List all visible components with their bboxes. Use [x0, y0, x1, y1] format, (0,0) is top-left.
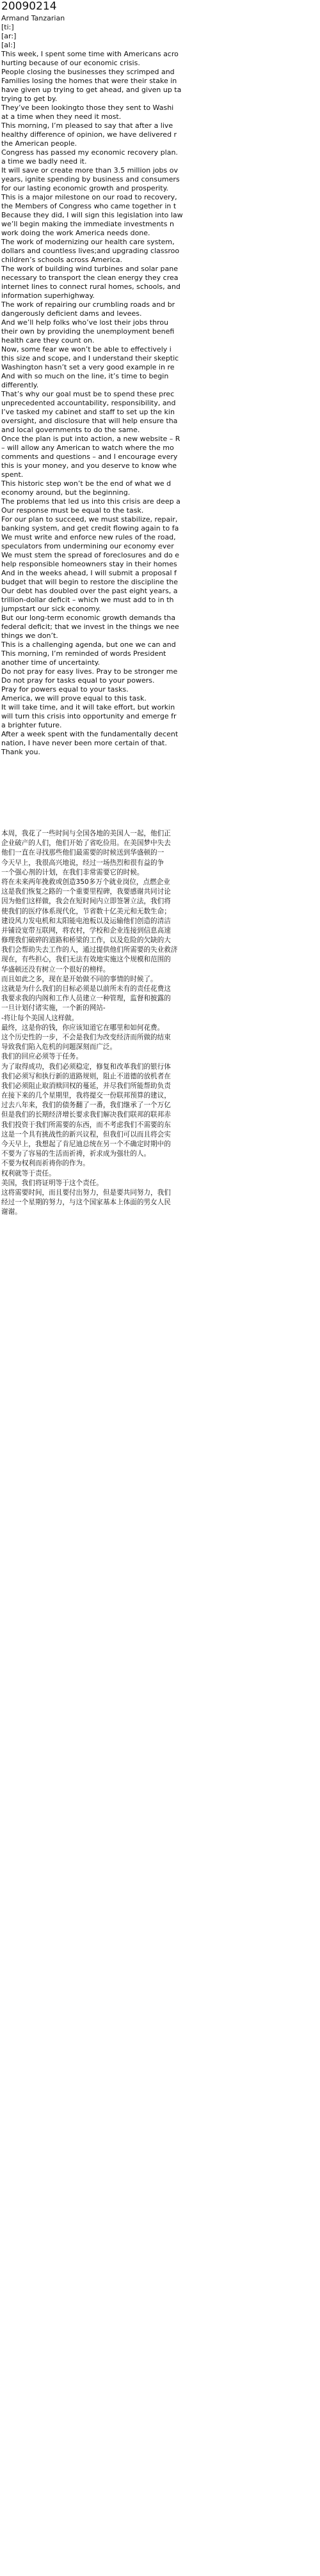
page-title: 20090214 — [1, 0, 57, 13]
chinese-lyrics-block — [1, 830, 177, 1218]
english-line: – will allow any American to watch where the mo — [1, 444, 174, 452]
english-line: their own by providing the unemployment benefi — [1, 327, 175, 336]
english-line: This week, I spent some time with Americans acro — [1, 50, 179, 58]
english-line: I’ve tasked my cabinet and staff to set up the kin — [1, 408, 175, 416]
english-line: hurting because of our economic crisis. — [1, 59, 140, 67]
english-line: This morning, I’m reminded of words President — [1, 649, 166, 658]
chinese-line: 而且如此之多，现在是开始做不同的事情的时候了。 — [1, 975, 157, 983]
english-line: Because they did, I will sign this legislation into law — [1, 211, 183, 219]
english-line: And with so much on the line, it’s time to begin — [1, 372, 169, 380]
english-line: information superhighway. — [1, 291, 95, 300]
english-line: banking system, and get credit flowing again to fa — [1, 524, 179, 532]
english-line: years, ignite spending by business and consumers — [1, 175, 180, 183]
chinese-line: 华盛顿还没有树立一个很好的榜样。 — [1, 965, 110, 974]
chinese-line: 他们一直在寻找那些他们最需要的时候送到华盛顿的一 — [1, 849, 164, 857]
english-line: health care they count on. — [1, 336, 95, 345]
english-line: We must write and enforce new rules of the road, — [1, 533, 176, 541]
english-line: Families losing the homes that were their stake in — [1, 77, 177, 85]
english-line: The work of modernizing our health care system, — [1, 238, 175, 246]
chinese-line: 修理我们破碎的道路和桥梁的工作，以及危险的欠缺的大 — [1, 936, 171, 945]
english-line: The work of building wind turbines and solar pane — [1, 265, 178, 273]
english-line: It will take time, and it will take effort, but workin — [1, 703, 175, 711]
english-line: another time of uncertainty. — [1, 658, 100, 667]
english-line: have given up trying to get ahead, and given up ta — [1, 86, 182, 94]
english-line: Do not pray for tasks equal to your powers. — [1, 676, 155, 685]
chinese-line: 我们必须阻止取消赎回权的蔓延，并尽我们所能帮助负责 — [1, 1082, 171, 1090]
english-line: for our lasting economic growth and prosperity. — [1, 184, 169, 192]
english-line: The work of repairing our crumbling roads and br — [1, 300, 175, 309]
english-line: Congress has passed my economic recovery plan. — [1, 148, 178, 157]
english-line: Once the plan is put into action, a new website – R — [1, 435, 180, 443]
chinese-line: 现在，有些担心，我们无法有效地实施这个规模和范围的 — [1, 956, 171, 964]
chinese-line: 不要为了容易的生活而祈祷，祈求成为强壮的人。 — [1, 1150, 151, 1158]
english-line: [ti:] — [1, 23, 14, 31]
english-line: oversight, and disclosure that will help ensure tha — [1, 417, 178, 425]
chinese-line: 导致我们陷入危机的问题深刻而广泛。 — [1, 1043, 117, 1051]
english-line: the American people. — [1, 139, 77, 148]
english-lyrics-block — [1, 14, 183, 757]
english-line: and local governments to do the same. — [1, 426, 140, 434]
chinese-line: 为了取得成功，我们必须稳定，修复和改革我们的银行体 — [1, 1062, 171, 1071]
chinese-line: 我们必须写和执行新的道路规则，阻止不道德的放机者在 — [1, 1072, 171, 1080]
english-line: People closing the businesses they scrimped and — [1, 68, 175, 76]
chinese-line: 并铺设宽带互联网，将农村，学校和企业连接到信息高速 — [1, 926, 171, 935]
chinese-line: 我们会帮助失去工作的人，通过提供他们所需要的失业救济 — [1, 946, 178, 954]
chinese-line: 经过一个星期的努力，与这个国家基本上体面的男女人民 — [1, 1199, 171, 1207]
chinese-line: 企业破产的人们，他们开始了省吃俭用。在美国梦中失去 — [1, 839, 171, 848]
english-line: budget that will begin to restore the discipline the — [1, 578, 178, 586]
chinese-line: 我要求我的内阁和工作人员建立一种管理，监督和披露的 — [1, 995, 171, 1003]
chinese-line: 这是我们恢复之路的一个重要里程碑，我要感谢共同讨论 — [1, 888, 171, 896]
english-line: This historic step won’t be the end of what we d — [1, 479, 172, 488]
english-line: [ar:] — [1, 32, 17, 40]
english-line: spent. — [1, 470, 24, 479]
english-line: Our debt has doubled over the past eight years, a — [1, 587, 178, 595]
english-line: dollars and countless lives;and upgrading classroo — [1, 247, 180, 255]
chinese-line: 但是我们的长期经济增长要求我们解决我们联邦的联邦赤 — [1, 1111, 171, 1119]
english-line: children’s schools across America. — [1, 256, 122, 264]
english-line: This is a challenging agenda, but one we can and — [1, 640, 176, 649]
english-line: But our long-term economic growth demands tha — [1, 614, 176, 622]
english-line: this is your money, and you deserve to know whe — [1, 462, 177, 470]
chinese-line: 这是一个具有挑战性的新兴议程，但我们可以而且将会实 — [1, 1130, 171, 1138]
chinese-line: 建设风力发电机和太阳能电池板以及运输他们创造的清洁 — [1, 917, 171, 925]
english-line: dangerously deficient dams and levees. — [1, 309, 142, 318]
chinese-line: 这个历史性的一步，不会是我们为改变经济而所做的结束 — [1, 1033, 171, 1041]
english-line: We must stem the spread of foreclosures and do e — [1, 551, 180, 559]
chinese-line: 我们投资于我们所需要的东西，而不考虑我们不需要的东 — [1, 1121, 171, 1129]
english-line: [al:] — [1, 41, 16, 49]
english-line: And in the weeks ahead, I will submit a proposal f — [1, 569, 177, 577]
english-line: nation, I have never been more certain of that. — [1, 739, 167, 747]
chinese-line: 使我们的医疗体系现代化，节省数十亿美元和无数生命； — [1, 907, 171, 915]
chinese-line: 一个强心剂的计划，在我们非常需要它的时候。 — [1, 868, 144, 876]
chinese-line: 美国，我们将证明等于这个责任。 — [1, 1179, 103, 1187]
chinese-line: 在接下来的几个星期里，我将提交一份联邦预算的建议， — [1, 1092, 171, 1100]
chinese-line: 今天早上，我很高兴地说，经过一场热烈和很有益的争 — [1, 858, 164, 867]
english-line: Washington hasn’t set a very good example in re — [1, 363, 175, 371]
chinese-line: 我们的回应必须等于任务。 — [1, 1053, 83, 1061]
english-line: After a week spent with the fundamentally decent — [1, 730, 179, 738]
chinese-line: 过去八年来，我们的债务翻了一番，我们继承了一个万亿 — [1, 1101, 171, 1110]
english-line: Thank you. — [1, 748, 40, 756]
chinese-line: 本周，我花了一些时间与全国各地的美国人一起，他们正 — [1, 830, 171, 837]
english-line: They’ve been lookingto those they sent to Washi — [1, 104, 174, 112]
english-line: Now, some fear we won’t be able to effectively i — [1, 345, 172, 353]
chinese-line: 将在未来两年挽救或创造350多万个就业岗位，点燃企业 — [1, 878, 170, 886]
english-line: It will save or create more than 3.5 million jobs ov — [1, 166, 178, 175]
chinese-line: 今天早上，我想起了肯尼迪总统在另一个不确定时期中的 — [1, 1140, 171, 1148]
english-line: That’s why our goal must be to spend these prec — [1, 390, 175, 398]
english-line: we’ll begin making the immediate investments n — [1, 220, 174, 228]
english-line: Do not pray for easy lives. Pray to be stronger me — [1, 667, 178, 676]
english-line: For our plan to succeed, we must stabilize, repair, — [1, 515, 178, 524]
english-line: This morning, I’m pleased to say that after a live — [1, 121, 173, 130]
chinese-line: 这就是为什么我们的目标必须是以前所未有的责任花费这 — [1, 985, 171, 993]
chinese-line: 权利就等于责任。 — [1, 1169, 56, 1177]
english-line: differently. — [1, 381, 39, 389]
english-line: a time we badly need it. — [1, 157, 87, 166]
chinese-line: 谢谢。 — [1, 1208, 22, 1216]
chinese-line: 最终，这是你的钱，你应该知道它在哪里和如何花费。 — [1, 1023, 164, 1032]
english-line: federal deficit; that we invest in the things we nee — [1, 623, 179, 631]
english-line: Our response must be equal to the task. — [1, 506, 144, 515]
english-line: necessary to transport the clean energy they crea — [1, 274, 179, 282]
english-line: the Members of Congress who came together in t — [1, 202, 177, 210]
english-line: Pray for powers equal to your tasks. — [1, 685, 129, 694]
english-line: And we’ll help folks who’ve lost their jobs throu — [1, 318, 169, 327]
english-line: help responsible homeowners stay in their homes — [1, 560, 177, 568]
english-line: trillion-dollar deficit – which we must add to in th — [1, 596, 174, 604]
english-line: speculators from undermining our economy ever — [1, 542, 174, 550]
chinese-line: 一旦计划付诸实施，一个新的网站- — [1, 1004, 106, 1013]
english-line: jumpstart our sick economy. — [1, 605, 101, 613]
english-line: things we don’t. — [1, 632, 58, 640]
english-line: America, we will prove equal to this task. — [1, 694, 147, 702]
english-line: trying to get by. — [1, 95, 58, 103]
english-line: healthy difference of opinion, we have delivered r — [1, 130, 177, 139]
english-line: a brighter future. — [1, 721, 62, 729]
english-line: Armand Tanzarian — [1, 14, 65, 22]
chinese-line: -将让每个美国人这样做。 — [1, 1014, 79, 1022]
english-line: internet lines to connect rural homes, schools, and — [1, 283, 180, 291]
chinese-line: 因为他们这样做，我会在短时间内立即签署立法，我们将 — [1, 897, 171, 906]
english-line: The problems that led us into this crisis are deep a — [1, 497, 180, 506]
chinese-line: 不要为权利而祈祷你的作为。 — [1, 1160, 90, 1168]
english-line: This is a major milestone on our road to recovery, — [1, 193, 177, 201]
chinese-line: 这将需要时间，而且要付出努力，但是要共同努力，我们 — [1, 1188, 171, 1197]
english-line: unprecedented accountability, responsibility, and — [1, 399, 176, 407]
english-line: will turn this crisis into opportunity and emerge fr — [1, 712, 177, 720]
english-line: at a time when they need it most. — [1, 113, 122, 121]
english-line: this size and scope, and I understand their skeptic — [1, 354, 179, 362]
english-line: comments and questions – and I encourage every — [1, 453, 178, 461]
english-line: economy around, but the beginning. — [1, 488, 131, 497]
english-line: work doing the work America needs done. — [1, 229, 150, 237]
